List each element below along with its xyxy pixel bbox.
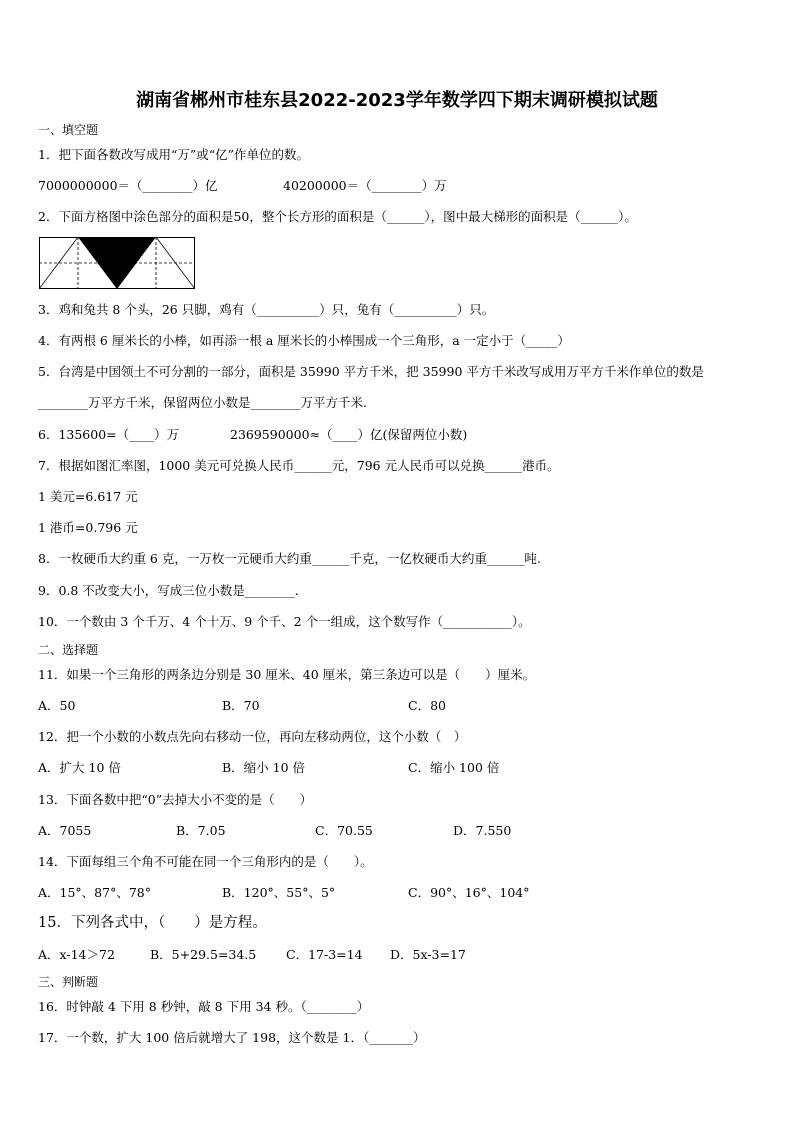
section-fill-blank: 一、填空题 (38, 123, 99, 137)
question-10: 10．一个数由 3 个千万、4 个十万、9 个千、2 个一组成，这个数写作（___________）。 (38, 614, 531, 629)
question-2: 2．下面方格图中涂色部分的面积是50，整个长方形的面积是（______），图中最大梯形的面积是（______）。 (38, 209, 637, 224)
question-6-part-b: 2369590000≈（____）亿(保留两位小数) (230, 427, 468, 442)
q13-option-b: B．7.05 (176, 823, 226, 838)
question-14: 14．下面每组三个角不可能在同一个三角形内的是（ ）。 (38, 854, 373, 869)
question-12: 12．把一个小数的小数点先向右移动一位，再向左移动两位，这个小数（ ） (38, 729, 467, 744)
exchange-rate-usd: 1 美元=6.617 元 (38, 489, 138, 504)
question-1-part-b: 40200000＝（________）万 (283, 178, 447, 193)
q11-option-a: A．50 (38, 698, 76, 713)
question-13: 13．下面各数中把“0”去掉大小不变的是（ ） (38, 792, 313, 807)
q15-option-b: B．5+29.5=34.5 (150, 947, 257, 962)
question-15: 15．下列各式中，（ ）是方程。 (38, 915, 267, 931)
q15-option-c: C．17-3=14 (286, 947, 363, 962)
q12-option-b: B．缩小 10 倍 (222, 760, 306, 775)
question-1-part-a: 7000000000＝（________）亿 (38, 178, 218, 193)
question-4: 4．有两根 6 厘米长的小棒，如再添一根 a 厘米长的小棒围成一个三角形，a 一定小于（_____） (38, 333, 570, 348)
question-3: 3．鸡和兔共 8 个头，26 只脚，鸡有（__________）只，兔有（__________）只。 (38, 302, 495, 317)
page-title: 湖南省郴州市桂东县2022-2023学年数学四下期末调研模拟试题 (136, 90, 658, 111)
q12-option-c: C．缩小 100 倍 (408, 760, 500, 775)
question-7: 7．根据如图汇率图，1000 美元可兑换人民币______元，796 元人民币可以兑换______港币。 (38, 458, 560, 473)
q13-option-c: C．70.55 (315, 823, 373, 838)
question-9: 9．0.8 不改变大小，写成三位小数是________. (38, 583, 299, 598)
question-17: 17．一个数，扩大 100 倍后就增大了 198，这个数是 1．（_______） (38, 1030, 426, 1045)
question-11: 11．如果一个三角形的两条边分别是 30 厘米、40 厘米，第三条边可以是（ ）厘米。 (38, 667, 536, 682)
q15-option-d: D．5x-3=17 (390, 947, 466, 962)
q11-option-b: B．70 (222, 698, 260, 713)
q14-option-a: A．15°、87°、78° (38, 885, 151, 900)
section-true-false: 三、判断题 (38, 975, 99, 989)
question-8: 8．一枚硬币大约重 6 克，一万枚一元硬币大约重______千克，一亿枚硬币大约重______吨. (38, 551, 541, 566)
q13-option-d: D．7.550 (453, 823, 512, 838)
q14-option-b: B．120°、55°、5° (222, 885, 336, 900)
question-16: 16．时钟敲 4 下用 8 秒钟，敲 8 下用 34 秒。（________） (38, 999, 370, 1014)
question-1: 1．把下面各数改写成用“万”或“亿”作单位的数。 (38, 147, 310, 162)
question-6-part-a: 6．135600=（____）万 (38, 427, 180, 442)
q13-option-a: A．7055 (38, 823, 92, 838)
question-5: 5．台湾是中国领土不可分割的一部分，面积是 35990 平方千米，把 35990 平方千米改写成用万平方千米作单位的数是 (38, 364, 704, 379)
question-5-continued: ________万平方千米，保留两位小数是________万平方千米. (38, 395, 367, 410)
q12-option-a: A．扩大 10 倍 (38, 760, 121, 775)
exchange-rate-hkd: 1 港币=0.796 元 (38, 520, 138, 535)
q14-option-c: C．90°、16°、104° (408, 885, 530, 900)
section-multiple-choice: 二、选择题 (38, 643, 99, 657)
q15-option-a: A．x-14＞72 (38, 947, 115, 962)
grid-figure (39, 237, 195, 289)
q11-option-c: C．80 (408, 698, 446, 713)
